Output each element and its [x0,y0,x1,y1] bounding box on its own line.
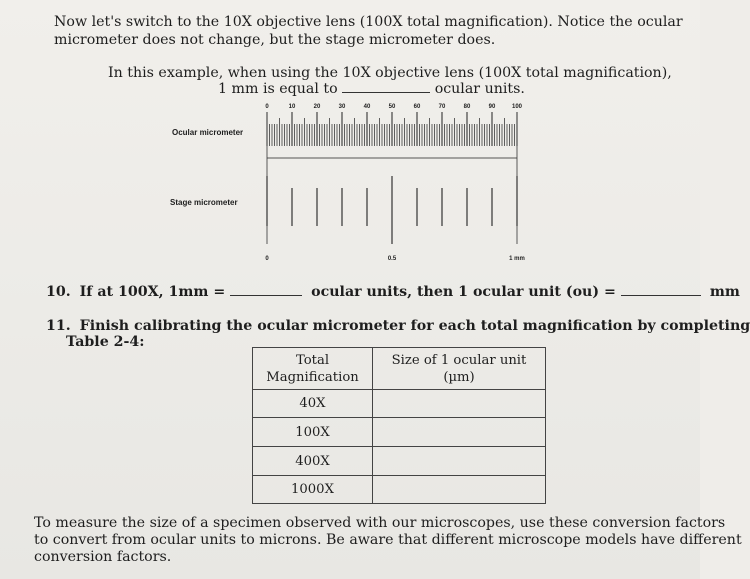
micrometer-scales [160,98,540,268]
magnification-cell: 1000X [253,476,373,504]
stage-tick-label: 0.5 [387,256,397,262]
ocular-tick-label: 50 [388,104,396,110]
micrometer-diagram [160,98,540,268]
magnification-cell: 100X [253,418,373,447]
calibration-table [252,347,546,504]
ocular-tick-label: 100 [511,104,523,110]
header-ocular-unit-size [373,348,546,390]
question-10-blank-ocular-units[interactable] [230,295,302,296]
header-total-line-2: Magnification [266,369,359,385]
table-row [253,418,546,447]
ocular-tick-label: 40 [363,104,371,110]
question-11-line-1 [46,317,750,336]
example-line-1: In this example, when using the 10X objective lens (100X total magnification), [108,65,672,81]
example-line-2-prefix: 1 mm is equal to [218,81,338,97]
footer-line-2: to convert from ocular units to microns. Be aware that different microscope models have different [34,532,742,548]
table-row [253,390,546,418]
question-11-number: 11. [46,318,71,334]
stage-micrometer-label: Stage micrometer [170,198,238,207]
question-10-unit: mm [709,284,740,300]
table-row [253,476,546,504]
question-10-text-b: ocular units, then 1 ocular unit (ou) = [311,284,616,300]
example-line-2 [218,80,525,99]
footer-line-1: To measure the size of a specimen observed with our microscopes, use these conversion factors [34,515,726,531]
ocular-micrometer-label: Ocular micrometer [172,128,244,137]
table-header-row [253,348,546,390]
ocular-tick-label: 30 [338,104,346,110]
ocular-unit-size-cell[interactable] [373,476,546,504]
header-total-magnification [253,348,373,390]
ocular-unit-size-cell[interactable] [373,447,546,476]
ocular-unit-size-cell[interactable] [373,418,546,447]
question-10-text-a: If at 100X, 1mm = [79,284,226,300]
question-10-number: 10. [46,284,71,300]
question-11-text: Finish calibrating the ocular micrometer for each total magnification by completing [79,318,750,334]
ocular-tick-label: 0 [265,104,269,110]
example-answer-blank[interactable] [342,92,430,93]
ocular-tick-label: 10 [288,104,296,110]
header-size-line-2: (µm) [443,369,475,385]
intro-line-1: Now let's switch to the 10X objective lens (100X total magnification). Notice the ocular [54,14,683,30]
ocular-tick-label: 90 [488,104,496,110]
question-10-blank-mm[interactable] [621,295,701,296]
table-row [253,447,546,476]
ocular-tick-label: 60 [413,104,421,110]
header-size-line-1: Size of 1 ocular unit [391,352,527,368]
footer-line-3: conversion factors. [34,549,172,565]
magnification-cell: 400X [253,447,373,476]
ocular-unit-size-cell[interactable] [373,390,546,418]
magnification-cell: 40X [253,390,373,418]
ocular-tick-label: 70 [438,104,446,110]
stage-tick-label: 1 mm [509,256,525,262]
ocular-tick-label: 20 [313,104,321,110]
question-10 [46,283,740,302]
stage-tick-label: 0 [265,256,269,262]
example-line-2-suffix: ocular units. [434,81,525,97]
intro-line-2: micrometer does not change, but the stage micrometer does. [54,32,496,48]
question-11-line-2: Table 2-4: [66,334,145,350]
header-total-line-1: Total [295,352,330,368]
ocular-tick-label: 80 [463,104,471,110]
